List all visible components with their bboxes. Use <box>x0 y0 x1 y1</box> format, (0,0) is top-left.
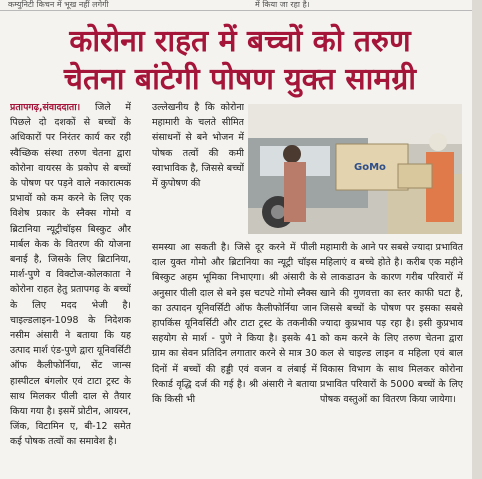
news-photo <box>248 104 462 234</box>
photo-illustration <box>248 104 462 234</box>
page-edge <box>472 0 482 479</box>
adjacent-article-snippet: में किया जा रहा है। <box>255 0 310 9</box>
article-column-3: महामारी के आने पर सबसे ज्यादा प्रभावित महिलाएं व बच्चे होते है। करीब एक महीने से लाकडाउन के कारण गरीब परिवारों में खाने की गुणवत्ता का स्तर काफी घटा है, जिससे बच्चों के पोषण पर इसका सबसे ज्यादा कुप्रभाव पड़ रहा है। इसी कुप्रभाव को कम करने के लिए तरुण चेतना द्वारा कल से चाइल्ड लाइन व महिला एवं बाल विकास विभाग के साथ मिलकर कोरोना प्रभावित परिवारों के 5000 बच्चों के लिए पोषक वस्तुओं का वितरण किया जायेगा। <box>320 242 463 406</box>
article-column-2-top: उल्लेखनीय है कि कोरोना महामारी के चलते सीमित संसाधनों से बने भोजन में पोषक तत्वों की कमी स्वाभाविक है, जिससे बच्चों में कुपोषण की <box>152 102 244 190</box>
article-column-1 <box>10 100 131 470</box>
article-column-2: समस्या आ सकती है। जिसे दूर करने में पीली दाल युक्त गोमो और ब्रिटानिया का न्यूट्री चॉइस बिस्कुट अहम भूमिका निभाएगा। श्री अंसारी के अनुसार पीली दाल से बने इस चटपटे गोमो स्नैक्स का उत्पादन यूनिवर्सिटी ऑफ कैलीफोर्निया जान हापकिंस यूनिवर्सिटी और टाटा ट्रस्ट के तकनीकी सहयोग से मार्श - पुणे ने किया है। इसके 41 ग्राम का सेवन प्रतिदिन लगातार करने से मात्र 30 दिनों में बच्चों की हड्डी एवं वजन व लंबाई में रिकार्ड वृद्धि दर्ज की गई है। श्री अंसारी ने बताया कि किसी भी <box>152 242 317 406</box>
photo-box-label: GoMo <box>354 162 386 173</box>
headline-line-2: चेतना बांटेगी पोषण युक्त सामग्री <box>63 62 417 97</box>
previous-article-snippet: कम्युनिटी किचन में भूख नहीं लगेगी <box>8 0 109 9</box>
top-divider <box>0 10 482 11</box>
column-1-text: जिले में पिछले दो दशकों से बच्चों के अधिकारों पर निरंतर कार्य कर रही स्वैच्छिक संस्था तरुण चेतना द्वारा कोरोना वायरस के प्रकोप से बच्चों के पोषण पर पड़ने वाले नकारात्मक प्रभावों को कम करने के लिए एक विशेष प्रकार के स्नैक्स गोमो व ब्रिटानिया न्यूट्रीचॉइस बिस्कुट और मार्बल केक के वितरण की योजना बनाई है, जिसके लिए ब्रिटानिया, मार्श-पुणे व विक्टोज-कोलकाता ने कोरोना राहत हेतु प्रतापगढ़ के बच्चों के लिए मदद भेजी है। चाइल्डलाइन-1098 के निदेशक नसीम अंसारी ने बताया कि यह उत्पाद मार्श एंड-पुणे द्वारा यूनिवर्सिटी ऑफ कैलीफोर्निया, सेंट जान्स हास्पीटल बंगलोर एवं टाटा ट्रस्ट के साथ मिलकर पीली दाल से तैयार किया गया है। इसमें प्रोटीन, आयरन, जिंक, विटामिन ए, बी-12 समेत कई पोषक तत्वों का समावेश है। <box>10 102 131 448</box>
headline-line-1: कोरोना राहत में बच्चों को तरुण <box>69 24 411 59</box>
dateline: प्रतापगढ़,संवाददाता। <box>10 102 81 113</box>
